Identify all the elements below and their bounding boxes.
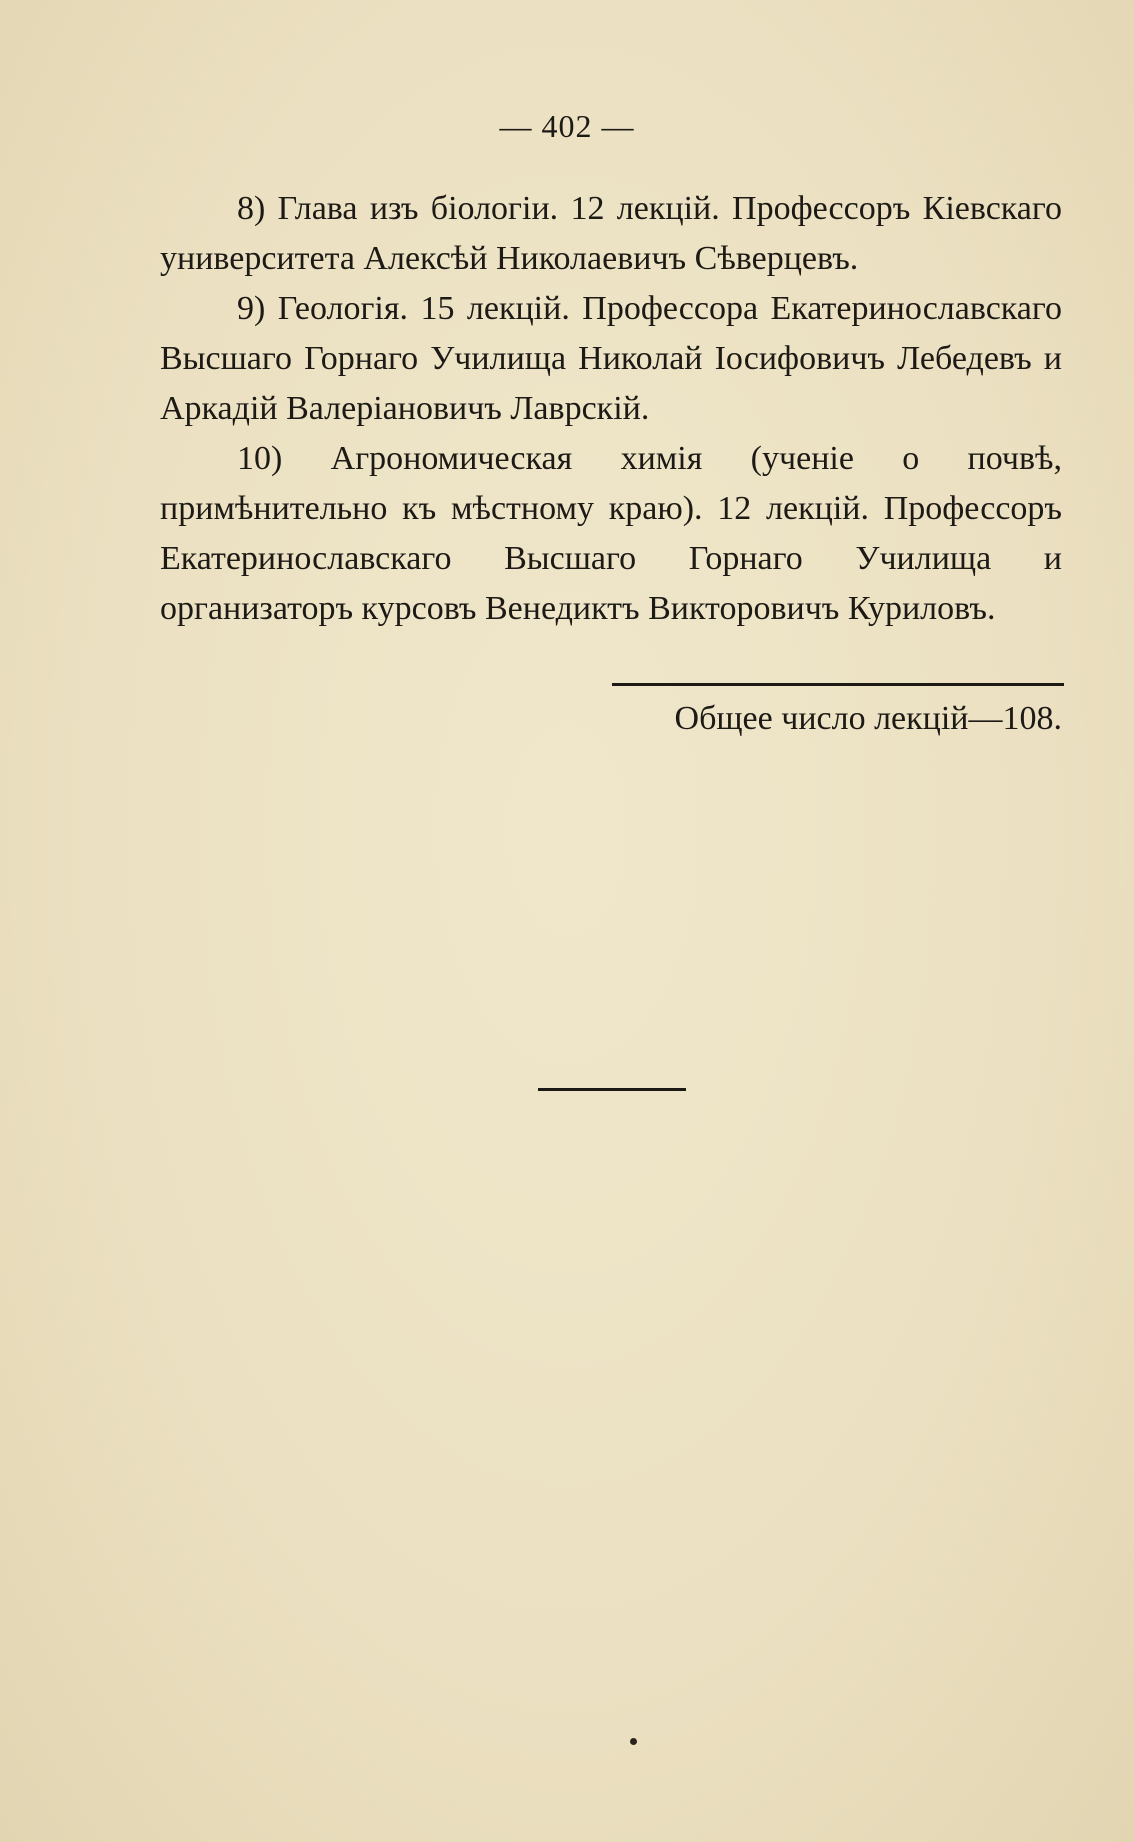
ink-speck [630, 1738, 637, 1745]
total-lectures: Общее число лекцій—108. [674, 700, 1062, 737]
lecture-list [160, 184, 1062, 634]
page-number: — 402 — [499, 108, 635, 144]
end-rule [538, 1088, 686, 1091]
total-separator-rule [612, 683, 1064, 686]
lecture-entry-agrochemistry: 10) Агрономическая химія (ученіе о почвѣ, примѣнительно къ мѣстному краю). 12 лекцій. Профессоръ Екатеринославскаго Высшаго Горнаго Училища и организаторъ курсовъ Венедиктъ Викторовичъ Куриловъ. [160, 440, 1062, 627]
lecture-entry-biology: 8) Глава изъ біологіи. 12 лекцій. Профессоръ Кіевскаго университета Алексѣй Николаевичъ Сѣверцевъ. [160, 190, 1062, 277]
lecture-entry-geology: 9) Геологія. 15 лекцій. Профессора Екатеринославскаго Высшаго Горнаго Училища Николай Іосифовичъ Лебедевъ и Аркадій Валеріановичъ Лаврскій. [160, 290, 1062, 427]
